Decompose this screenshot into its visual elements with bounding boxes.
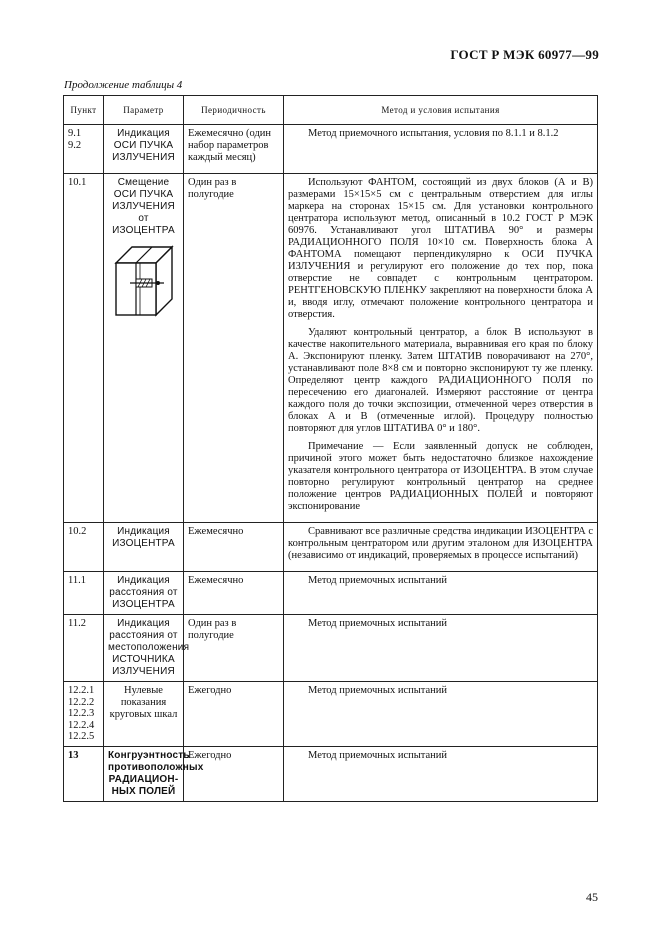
table-row — [64, 615, 598, 682]
cell-method — [284, 615, 598, 682]
cell-periodicity: Ежемесячно — [184, 572, 284, 615]
cell-periodicity: Ежемесячно (один набор параметров каждый месяц) — [184, 125, 284, 174]
cell-periodicity: Один раз в полугодие — [184, 174, 284, 523]
cell-punkt — [64, 746, 104, 801]
punkt-number: 12.2.4 — [68, 719, 95, 731]
method-note: Примечание — Если заявленный допуск не соблюден, причиной этого может быть недостаточно близкое нахождение указателя контрольного центратора от ИЗОЦЕНТРА. В этом случае повторно регулируют контрольный центратор на среднее положение центров РАДИАЦИОННЫХ ПОЛЕЙ и повторяют экспонирование — [288, 441, 593, 512]
method-text: Сравнивают все различные средства индикации ИЗОЦЕНТРА с контрольным центратором или другим эталоном для ИЗОЦЕНТРА (независимо от индикаций, проверяемых в процессе испытаний) — [288, 526, 593, 561]
method-text: Метод приемочного испытания, условия по 8.1.1 и 8.1.2 — [308, 128, 559, 139]
cell-periodicity: Один раз в полугодие — [184, 615, 284, 682]
column-header-punkt: Пункт — [64, 96, 104, 125]
column-header-parameter: Параметр — [104, 96, 184, 125]
punkt-number: 11.2 — [68, 618, 86, 629]
table-row — [64, 523, 598, 572]
punkt-number: 10.2 — [68, 526, 87, 537]
punkt-number: 9.2 — [68, 139, 82, 151]
cell-parameter — [104, 746, 204, 801]
column-header-periodicity: Периодичность — [184, 96, 284, 125]
cell-periodicity: Ежегодно — [184, 746, 284, 801]
table-row — [64, 125, 598, 174]
parameter-text: Конгруэнтность противоположных РАДИАЦИОН-НЫХ ПОЛЕЙ — [108, 749, 204, 797]
cell-parameter — [104, 572, 184, 615]
punkt-number: 12.2.2 — [68, 696, 95, 708]
method-text: Метод приемочных испытаний — [308, 618, 448, 629]
parameter-text: Смещение ОСИ ПУЧКА ИЗЛУЧЕНИЯ от ИЗОЦЕНТРА — [112, 177, 175, 236]
cell-parameter — [104, 174, 184, 523]
cell-punkt — [64, 174, 104, 523]
parameter-text: Индикация ОСИ ПУЧКА ИЗЛУЧЕНИЯ — [112, 128, 175, 163]
punkt-number: 13 — [68, 749, 79, 761]
page-number: 45 — [586, 890, 598, 904]
cell-periodicity: Ежегодно — [184, 682, 284, 747]
method-paragraph: Используют ФАНТОМ, состоящий из двух блоков (А и В) размерами 15×15×5 см с центральным отверстием для иглы маркера на сторонах 15×15 см. Для установки контрольного центратора используют метод, описанный в 10.2 ГОСТ Р МЭК 60976. Устанавливают угол ШТАТИВА 90° и размеры РАДИАЦИОННОГО ПОЛЯ 10×10 см. Поверхность блока А ФАНТОМА помещают перпендикулярно к ОСИ ПУЧКА ИЗЛУЧЕНИЯ и регулируют его положение до тех пор, пока отверстие не совпадет с контрольным центратором. РЕНТГЕНОВСКУЮ ПЛЕНКУ закрепляют на поверхности блока А и, вводя иглу, отмечают положение контрольного центратора и отверстия. — [288, 177, 593, 320]
punkt-number: 11.1 — [68, 575, 86, 586]
cell-punkt — [64, 125, 104, 174]
cell-parameter — [104, 615, 190, 682]
table-header-row — [64, 96, 598, 125]
table-row — [64, 572, 598, 615]
column-header-method: Метод и условия испытания — [284, 96, 598, 125]
cell-punkt — [64, 682, 104, 747]
cell-method — [284, 125, 598, 174]
cell-punkt — [64, 615, 104, 682]
cell-punkt — [64, 523, 104, 572]
table-continuation-caption: Продолжение таблицы 4 — [64, 79, 183, 91]
method-text: Метод приемочных испытаний — [308, 749, 448, 761]
cell-periodicity: Ежемесячно — [184, 523, 284, 572]
cell-method — [284, 523, 598, 572]
test-table — [63, 95, 598, 802]
table-row — [64, 174, 598, 523]
punkt-number: 12.2.5 — [68, 731, 95, 742]
cell-parameter — [104, 125, 184, 174]
method-text: Метод приемочных испытаний — [308, 575, 448, 586]
cell-method — [284, 174, 598, 523]
cell-method — [284, 682, 598, 747]
cell-parameter: Нулевые показания круговых шкал — [104, 682, 184, 747]
cell-method — [284, 572, 598, 615]
cell-method — [284, 746, 598, 801]
cell-punkt — [64, 572, 104, 615]
document-header: ГОСТ Р МЭК 60977—99 — [450, 47, 599, 62]
punkt-number: 10.1 — [68, 177, 87, 188]
table-row — [64, 682, 598, 747]
phantom-diagram — [112, 243, 179, 331]
punkt-number: 12.2.1 — [68, 685, 95, 696]
table-row — [64, 746, 598, 801]
method-paragraph: Удаляют контрольный центратор, а блок В используют в качестве накопительного материала, выравнивая его края по блоку А. Экспонируют пленку. Затем ШТАТИВ поворачивают на 270°, устанавливают поле 8×8 см и повторно экспонируют ту же пленку. Определяют центр каждого РАДИАЦИОННОГО ПОЛЯ по пересечению его диагоналей. Измеряют расстояние от центра каждого поля до точки экспозиции, отмеченной через отверстия в блоках А и В (отмеченные иглой). Процедуру полностью повторяют для углов ШТАТИВА 0° и 180°. — [288, 327, 593, 434]
parameter-text: Индикация расстояния от ИЗОЦЕНТРА — [109, 575, 178, 610]
punkt-number: 12.2.3 — [68, 708, 95, 719]
parameter-text: Индикация ИЗОЦЕНТРА — [112, 526, 175, 549]
cell-parameter — [104, 523, 184, 572]
punkt-number: 9.1 — [68, 128, 82, 139]
phantom-blocks-figure — [112, 243, 196, 327]
method-text: Метод приемочных испытаний — [308, 685, 448, 696]
parameter-text: Индикация расстояния от местоположения ИСТОЧНИКА ИЗЛУЧЕНИЯ — [108, 618, 190, 677]
